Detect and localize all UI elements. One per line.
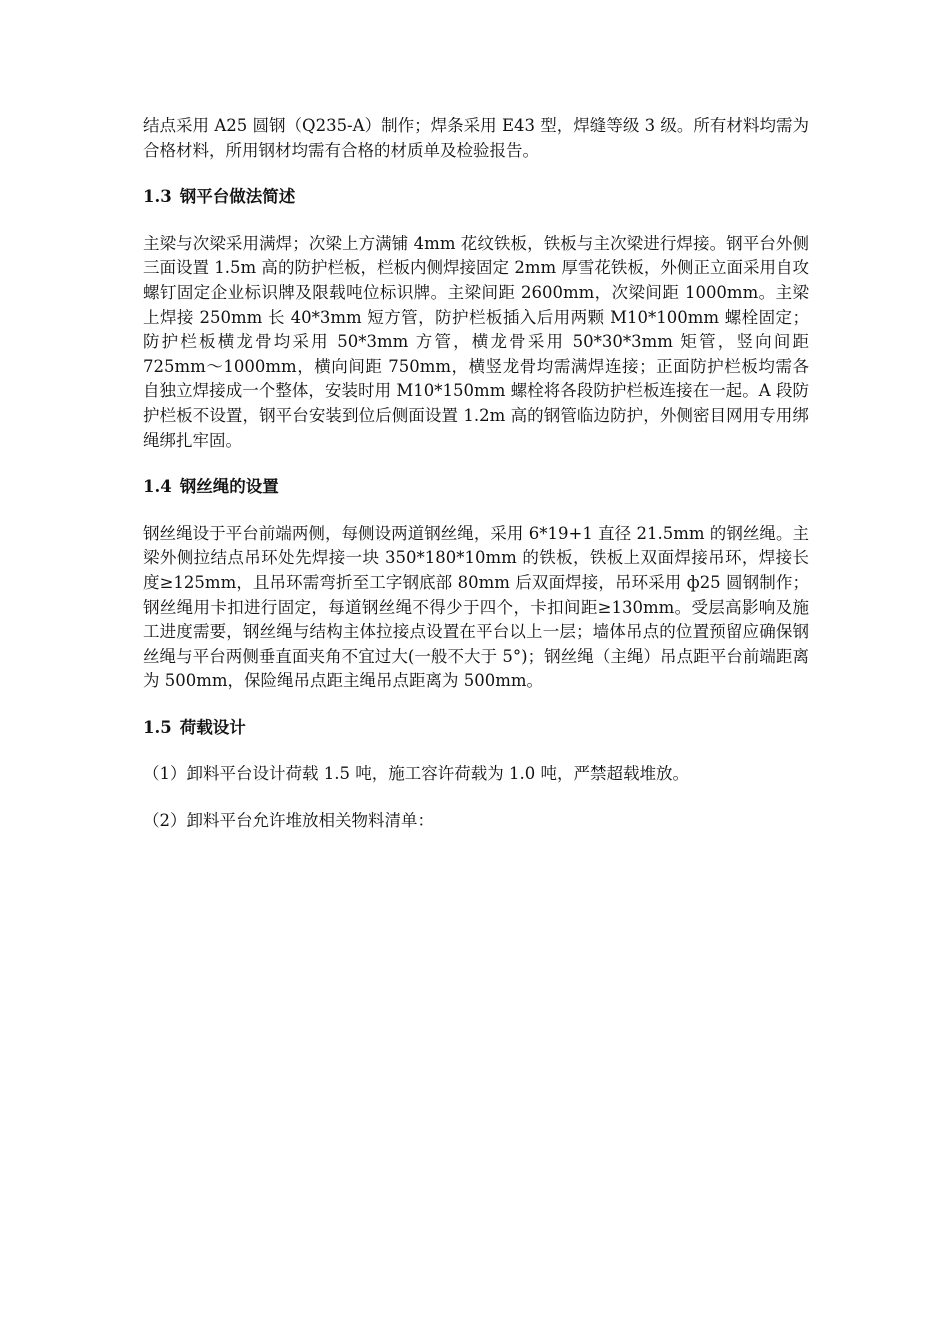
- section-number: 1.3: [143, 187, 172, 207]
- document-page: [143, 114, 809, 834]
- section-title: 钢丝绳的设置: [179, 477, 279, 497]
- section-title: 荷载设计: [179, 717, 246, 737]
- paragraph-platform-method: 主梁与次梁采用满焊；次梁上方满铺 4mm 花纹铁板，铁板与主次梁进行焊接。钢平台外侧三面设置 1.5m 高的防护栏板，栏板内侧焊接固定 2mm 厚雪花铁板，外侧正立面采用自攻螺钉固定企业标识牌及限载吨位标识牌。主梁间距 2600mm，次梁间距 1000mm。主梁上焊接 250mm 长 40*3mm 短方管，防护栏板插入后用两颗 M10*100mm 螺栓固定；防护栏板横龙骨均采用 50*3mm 方管，横龙骨采用 50*30*3mm 矩管，竖向间距 725mm～1000mm，横向间距 750mm，横竖龙骨均需满焊连接；正面防护栏板均需各自独立焊接成一个整体，安装时用 M10*150mm 螺栓将各段防护栏板连接在一起。A 段防护栏板不设置，钢平台安装到位后侧面设置 1.2m 高的钢管临边防护，外侧密目网用专用绑绳绑扎牢固。: [143, 233, 809, 450]
- list-item-load: （1）卸料平台设计荷载 1.5 吨，施工容许荷载为 1.0 吨，严禁超载堆放。: [143, 764, 689, 784]
- paragraph-materials: 结点采用 A25 圆钢（Q235-A）制作；焊条采用 E43 型，焊缝等级 3 级。所有材料均需为合格材料，所用钢材均需有合格的材质单及检验报告。: [143, 116, 809, 160]
- section-heading-1-4: [143, 475, 809, 500]
- section-heading-1-3: [143, 185, 809, 210]
- section-title: 钢平台做法简述: [179, 187, 296, 207]
- section-heading-1-5: [143, 716, 809, 741]
- paragraph-wire-rope: 钢丝绳设于平台前端两侧，每侧设两道钢丝绳，采用 6*19+1 直径 21.5mm 的钢丝绳。主梁外侧拉结点吊环处先焊接一块 350*180*10mm 的铁板，铁板上双面焊接吊环，焊接长度≥125mm，且吊环需弯折至工字钢底部 80mm 后双面焊接，吊环采用 ф25 圆钢制作；钢丝绳用卡扣进行固定，每道钢丝绳不得少于四个，卡扣间距≥130mm。受层高影响及施工进度需要，钢丝绳与结构主体拉接点设置在平台以上一层；墙体吊点的位置预留应确保钢丝绳与平台两侧垂直面夹角不宜过大(一般不大于 5°)；钢丝绳（主绳）吊点距平台前端距离为 500mm，保险绳吊点距主绳吊点距离为 500mm。: [143, 523, 809, 691]
- section-number: 1.4: [143, 477, 172, 497]
- section-number: 1.5: [143, 717, 172, 737]
- list-item-materials-list: （2）卸料平台允许堆放相关物料清单：: [143, 811, 434, 831]
